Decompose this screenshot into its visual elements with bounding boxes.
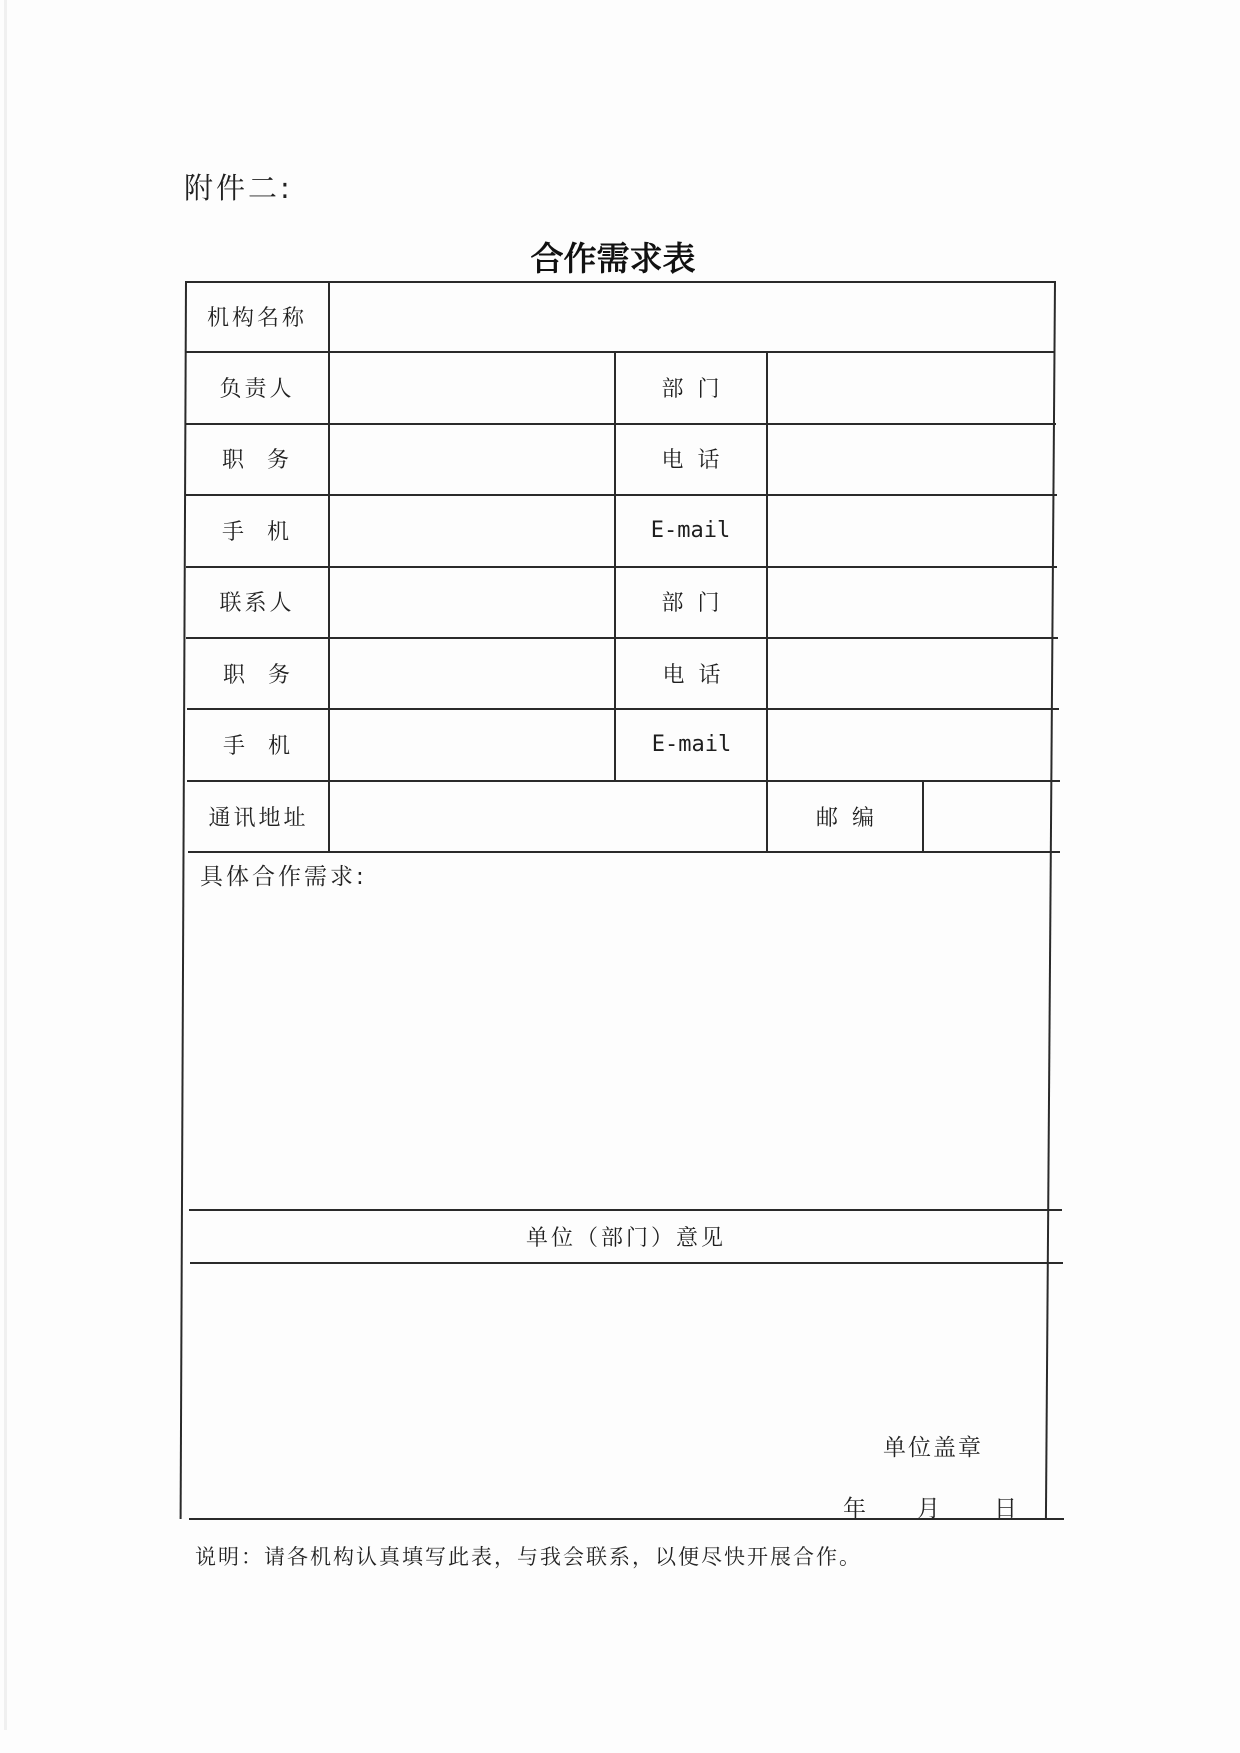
opinion-header: 单位（部门）意见 [525,1226,726,1251]
label-leader-email: E-mail [650,518,731,543]
label-leader-mobile: 手 机 [222,520,292,545]
row-divider [188,851,1060,853]
address-field[interactable] [330,782,766,851]
title-text: 合作需求表 [530,239,696,278]
opinion-field[interactable] [192,1264,1062,1424]
seal-label: 单位盖章 [883,1435,983,1461]
cooperation-needs-field[interactable] [190,890,1058,1208]
label-cooperation-needs: 具体合作需求: [200,864,367,890]
contact-phone-field[interactable] [768,639,1056,708]
leader-field[interactable] [330,353,614,423]
contact-mobile-field[interactable] [330,710,614,780]
page-title [0,233,1240,280]
date-day-label: 日 [994,1496,1017,1522]
contact-dept-field[interactable] [768,568,1055,637]
footnote: 说明：请各机构认真填写此表，与我会联系，以便尽快开展合作。 [195,1545,862,1569]
postcode-field[interactable] [924,782,1057,851]
date-year-label: 年 [843,1496,866,1522]
contact-title-field[interactable] [330,639,614,708]
label-contact: 联系人 [219,591,295,616]
label-contact-title: 职 务 [223,663,293,688]
date-month-label: 月 [917,1496,940,1522]
label-leader-phone: 电 话 [661,448,720,473]
contact-email-field[interactable] [768,710,1056,780]
leader-phone-field[interactable] [768,425,1054,494]
label-org-name: 机构名称 [206,306,307,331]
label-contact-phone: 电 话 [662,663,721,688]
leader-email-field[interactable] [768,496,1055,566]
label-leader-dept: 部 门 [661,377,720,402]
label-postcode: 邮 编 [816,805,874,831]
label-contact-mobile: 手 机 [223,734,293,759]
leader-title-field[interactable] [330,425,614,494]
label-leader: 负责人 [219,377,295,402]
label-contact-dept: 部 门 [661,591,720,616]
leader-dept-field[interactable] [768,353,1054,423]
org-name-field[interactable] [330,283,1054,351]
leader-mobile-field[interactable] [330,496,614,566]
label-contact-email: E-mail [651,732,732,757]
contact-field[interactable] [330,568,614,637]
label-address: 通讯地址 [208,805,309,831]
label-leader-title: 职 务 [222,448,292,473]
attachment-label: 附件二: [184,171,293,205]
